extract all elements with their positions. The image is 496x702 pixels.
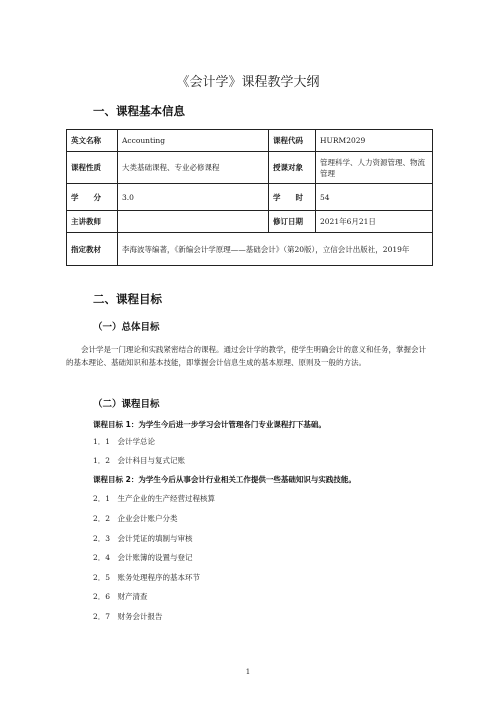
value-english-name: Accounting [118, 130, 269, 152]
value-textbook: 李海波等编著，《新编会计学原理——基础会计》（第20版），立信会计出版社，2019年 [118, 233, 433, 266]
label-audience: 授课对象 [269, 152, 316, 184]
list-item: 1．2 会计科目与复式记账 [93, 456, 186, 465]
document-title: 《会计学》课程教学大纲 [176, 75, 320, 90]
course-info-table [66, 129, 433, 266]
label-revision-date: 修订日期 [269, 211, 316, 233]
label-course-nature: 课程性质 [67, 152, 118, 184]
list-item: 2．3 会计凭证的填制与审核 [93, 534, 193, 543]
list-item: 2．4 会计账簿的设置与登记 [93, 553, 193, 562]
table-row [67, 211, 433, 233]
subheading-overall-goal: （一）总体目标 [93, 322, 160, 333]
table-row [67, 130, 433, 152]
value-revision-date: 2021年6月21日 [316, 211, 433, 233]
value-course-nature: 大类基础课程、专业必修课程 [118, 152, 269, 184]
list-item: 2．2 企业会计账户分类 [93, 514, 178, 523]
page-number: 1 [245, 668, 251, 676]
goal-1: 课程目标 1：为学生今后进一步学习会计管理各门专业课程打下基础。 [93, 420, 326, 429]
table-row [67, 152, 433, 184]
goal-2: 课程目标 2：为学生今后从事会计行业相关工作提供一些基础知识与实践技能。 [93, 475, 356, 484]
list-item: 1．1 会计学总论 [93, 437, 156, 446]
list-item: 2．1 生产企业的生产经营过程核算 [93, 494, 216, 503]
label-lecturer: 主讲教师 [67, 211, 118, 233]
value-audience: 管理科学、人力资源管理、物流管理 [316, 152, 433, 184]
value-course-code: HURM2029 [316, 130, 433, 152]
list-item: 2．6 财产清查 [93, 592, 148, 601]
label-course-code: 课程代码 [269, 130, 316, 152]
value-credits: 3.0 [118, 184, 269, 211]
section-heading-basic-info: 一、课程基本信息 [93, 104, 185, 118]
label-textbook: 指定教材 [67, 233, 118, 266]
table-row [67, 233, 433, 266]
table-row [67, 184, 433, 211]
section-heading-course-goals: 二、课程目标 [93, 292, 162, 306]
list-item: 2．7 财务会计报告 [93, 612, 163, 621]
overall-goal-paragraph: 会计学是一门理论和实践紧密结合的课程。通过会计学的教学，使学生明确会计的意义和任务，掌握会计的基本理论、基础知识和基本技能，即掌握会计信息生成的基本原理、原则及一般的方法。 [66, 345, 426, 367]
subheading-course-goals: （二）课程目标 [93, 399, 160, 410]
value-lecturer [118, 211, 269, 233]
label-hours: 学 时 [269, 184, 316, 211]
value-hours: 54 [316, 184, 433, 211]
list-item: 2．5 账务处理程序的基本环节 [93, 573, 201, 582]
label-english-name: 英文名称 [67, 130, 118, 152]
label-credits: 学 分 [67, 184, 118, 211]
